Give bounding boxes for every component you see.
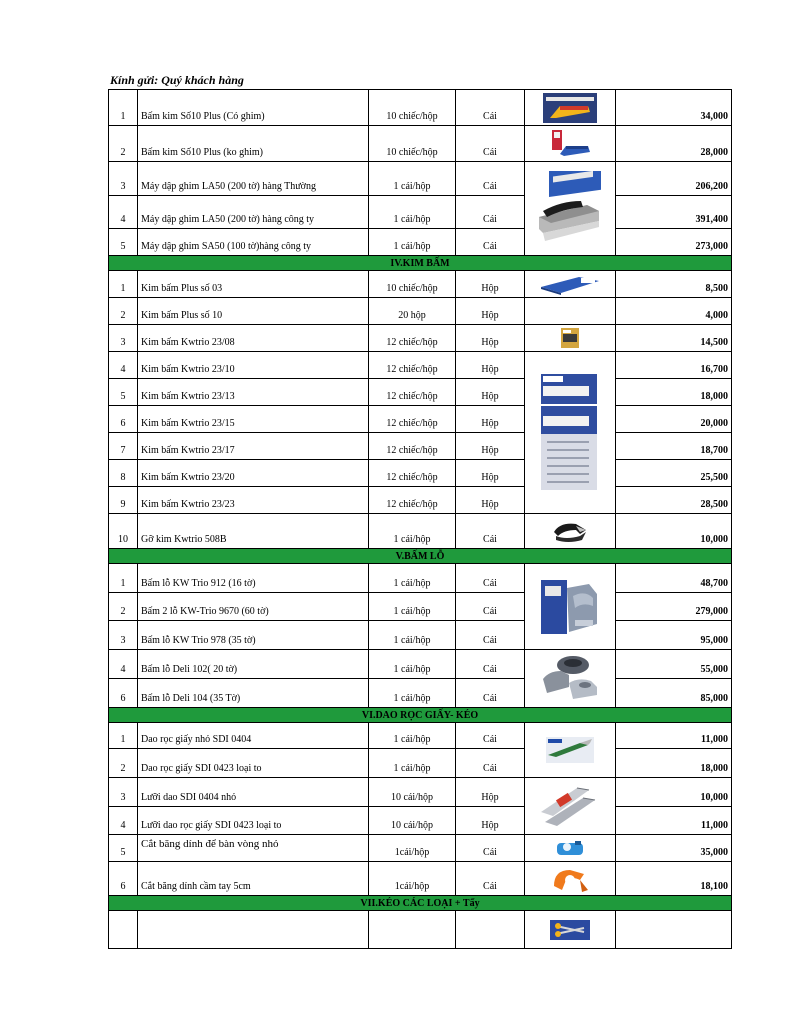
row-image [525,271,616,298]
row-unit: Cái [456,650,525,679]
row-name: Kim bấm Kwtrio 23/10 [138,352,369,379]
table-row [109,126,732,162]
tape-dispenser-icon [555,837,585,859]
row-spec: 1 cái/hộp [369,749,456,778]
row-image [525,298,616,325]
row-spec: 10 cái/hộp [369,778,456,807]
row-unit: Hộp [456,460,525,487]
row-stt: 1 [109,271,138,298]
row-image [525,835,616,862]
row-image [525,162,616,256]
row-name: Bấm lỗ KW Trio 978 (35 tờ) [138,621,369,650]
row-unit: Cái [456,749,525,778]
row-spec: 1 cái/hộp [369,196,456,229]
row-stt: 1 [109,564,138,593]
row-price: 11,000 [616,807,732,835]
table-row [109,196,732,229]
greeting: Kính gửi: Quý khách hàng [110,73,244,87]
row-unit: Hộp [456,298,525,325]
row-spec: 12 chiếc/hộp [369,379,456,406]
row-unit: Cái [456,564,525,593]
row-unit: Cái [456,621,525,650]
row-image [525,126,616,162]
row-price: 55,000 [616,650,732,679]
row-unit: Cái [456,723,525,749]
row-name: Kim bấm Kwtrio 23/17 [138,433,369,460]
table-row [109,862,732,896]
row-spec: 12 chiếc/hộp [369,406,456,433]
row-stt: 3 [109,162,138,196]
section-header [109,549,732,564]
row-price: 279,000 [616,593,732,621]
section-title: V.BẤM LỖ [109,549,732,564]
row-price: 85,000 [616,679,732,708]
row-spec: 1 cái/hộp [369,593,456,621]
row-stt: 6 [109,679,138,708]
table-row [109,406,732,433]
section-title: VII.KÉO CÁC LOẠI + Tẩy [109,896,732,911]
table-row [109,379,732,406]
row-stt: 4 [109,650,138,679]
row-name: Gỡ kim Kwtrio 508B [138,514,369,549]
row-spec: 10 cái/hộp [369,807,456,835]
row-unit: Cái [456,679,525,708]
row-price: 25,500 [616,460,732,487]
row-spec: 1cái/hộp [369,862,456,896]
row-name: Kim bấm Kwtrio 23/13 [138,379,369,406]
row-name: Bấm kim Số10 Plus (Có ghim) [138,90,369,126]
row-price [616,911,732,949]
row-stt: 2 [109,593,138,621]
table-row [109,514,732,549]
table-row [109,229,732,256]
row-image [525,862,616,896]
row-unit: Hộp [456,325,525,352]
hole-punch-box-icon [539,576,601,638]
row-spec: 1 cái/hộp [369,162,456,196]
row-stt: 8 [109,460,138,487]
table-row [109,271,732,298]
row-stt: 3 [109,325,138,352]
row-image [525,650,616,708]
row-unit: Hộp [456,352,525,379]
row-price: 16,700 [616,352,732,379]
row-spec: 10 chiếc/hộp [369,126,456,162]
heavy-stapler-icon [535,171,605,247]
row-name: Máy dập ghim LA50 (200 tờ) hàng công ty [138,196,369,229]
stapler-package-icon [542,92,598,124]
row-spec: 1 cái/hộp [369,564,456,593]
row-spec: 1 cái/hộp [369,650,456,679]
row-price: 18,100 [616,862,732,896]
section-header [109,708,732,723]
table-row [109,621,732,650]
row-unit: Cái [456,593,525,621]
table-row [109,162,732,196]
hand-tape-dispenser-icon [550,864,590,894]
table-row [109,835,732,862]
row-name: Máy dập ghim SA50 (100 tờ)hàng công ty [138,229,369,256]
row-image [525,778,616,835]
row-stt: 6 [109,862,138,896]
row-price: 20,000 [616,406,732,433]
row-spec: 1 cái/hộp [369,229,456,256]
row-stt: 1 [109,90,138,126]
row-price: 28,000 [616,126,732,162]
section-header [109,896,732,911]
row-unit: Cái [456,862,525,896]
row-unit: Cái [456,196,525,229]
row-name: Cắt băng dính cầm tay 5cm [138,862,369,896]
row-image [525,325,616,352]
row-stt: 5 [109,379,138,406]
row-name: Kim bấm Plus số 10 [138,298,369,325]
section-title: VI.DAO RỌC GIẤY- KÉO [109,708,732,723]
row-unit: Hộp [456,379,525,406]
table-row [109,679,732,708]
row-image [525,514,616,549]
row-price: 14,500 [616,325,732,352]
row-stt: 6 [109,406,138,433]
row-name: Lưỡi dao SDI 0404 nhỏ [138,778,369,807]
row-price: 18,700 [616,433,732,460]
row-image [525,564,616,650]
row-name: Máy dập ghim LA50 (200 tờ) hàng Thường [138,162,369,196]
row-name: Dao rọc giấy SDI 0423 loại to [138,749,369,778]
table-row [109,778,732,807]
row-spec [369,911,456,949]
row-stt: 2 [109,749,138,778]
row-spec: 12 chiếc/hộp [369,433,456,460]
scissors-icon [548,918,592,942]
section-title: IV.KIM BẤM [109,256,732,271]
row-stt: 4 [109,807,138,835]
row-stt: 4 [109,352,138,379]
stapler-icon [548,128,592,160]
row-price: 206,200 [616,162,732,196]
row-unit: Cái [456,126,525,162]
row-stt: 1 [109,723,138,749]
small-staples-box-icon [559,326,581,350]
row-unit: Hộp [456,807,525,835]
row-unit: Hộp [456,406,525,433]
price-table [108,89,732,949]
staple-remover-icon [550,518,590,544]
table-row [109,564,732,593]
table-row [109,352,732,379]
staples-box-icon [539,273,601,295]
row-price: 273,000 [616,229,732,256]
table-row [109,650,732,679]
row-name: Bấm lỗ Deli 102( 20 tờ) [138,650,369,679]
row-stt: 2 [109,126,138,162]
row-price: 11,000 [616,723,732,749]
table-row [109,749,732,778]
blade-pack-icon [537,782,603,830]
row-stt: 3 [109,778,138,807]
row-image [525,723,616,778]
row-spec: 1 cái/hộp [369,723,456,749]
row-unit [456,911,525,949]
row-stt: 5 [109,835,138,862]
row-spec: 12 chiếc/hộp [369,460,456,487]
row-stt [109,911,138,949]
row-image [525,90,616,126]
row-stt: 3 [109,621,138,650]
row-name: Lưỡi dao rọc giấy SDI 0423 loại to [138,807,369,835]
row-unit: Cái [456,835,525,862]
table-row [109,807,732,835]
row-unit: Cái [456,514,525,549]
row-stt: 4 [109,196,138,229]
row-name: Kim bấm Kwtrio 23/15 [138,406,369,433]
row-stt: 9 [109,487,138,514]
row-price: 18,000 [616,379,732,406]
row-name: Kim bấm Kwtrio 23/08 [138,325,369,352]
row-price: 10,000 [616,778,732,807]
row-spec: 1 cái/hộp [369,621,456,650]
table-row [109,460,732,487]
row-name: Bấm lỗ Deli 104 (35 Tờ) [138,679,369,708]
row-unit: Cái [456,229,525,256]
row-image [525,352,616,514]
row-spec: 10 chiếc/hộp [369,271,456,298]
row-name: Cắt băng dính để bàn vòng nhỏ [138,835,369,862]
cutter-knife-icon [544,735,596,765]
row-name: Dao rọc giấy nhỏ SDI 0404 [138,723,369,749]
row-stt: 10 [109,514,138,549]
row-unit: Hộp [456,487,525,514]
row-name: Bấm kim Số10 Plus (ko ghim) [138,126,369,162]
row-name: Kim bấm Kwtrio 23/23 [138,487,369,514]
row-name: Kim bấm Kwtrio 23/20 [138,460,369,487]
table-row [109,90,732,126]
row-stt: 5 [109,229,138,256]
table-row [109,723,732,749]
row-spec: 10 chiếc/hộp [369,90,456,126]
row-price: 391,400 [616,196,732,229]
row-price: 18,000 [616,749,732,778]
row-price: 35,000 [616,835,732,862]
row-name [138,911,369,949]
row-spec: 20 hộp [369,298,456,325]
row-price: 34,000 [616,90,732,126]
row-unit: Hộp [456,433,525,460]
row-price: 10,000 [616,514,732,549]
row-spec: 1cái/hộp [369,835,456,862]
row-price: 8,500 [616,271,732,298]
row-name: Kim bấm Plus số 03 [138,271,369,298]
row-unit: Cái [456,90,525,126]
row-name: Bấm 2 lỗ KW-Trio 9670 (60 tờ) [138,593,369,621]
table-row [109,911,732,949]
table-row [109,433,732,460]
row-name: Bấm lỗ KW Trio 912 (16 tờ) [138,564,369,593]
table-row [109,298,732,325]
row-price: 95,000 [616,621,732,650]
row-stt: 7 [109,433,138,460]
row-spec: 1 cái/hộp [369,514,456,549]
row-spec: 12 chiếc/hộp [369,487,456,514]
row-unit: Cái [456,162,525,196]
table-row [109,325,732,352]
kwtrio-staples-icon [539,372,601,494]
table-row [109,593,732,621]
row-spec: 1 cái/hộp [369,679,456,708]
row-price: 48,700 [616,564,732,593]
row-unit: Hộp [456,271,525,298]
row-unit: Hộp [456,778,525,807]
row-image [525,911,616,949]
table-row [109,487,732,514]
row-stt: 2 [109,298,138,325]
section-header [109,256,732,271]
row-price: 28,500 [616,487,732,514]
row-price: 4,000 [616,298,732,325]
hole-punch-icon [539,653,601,705]
row-spec: 12 chiếc/hộp [369,325,456,352]
row-spec: 12 chiếc/hộp [369,352,456,379]
